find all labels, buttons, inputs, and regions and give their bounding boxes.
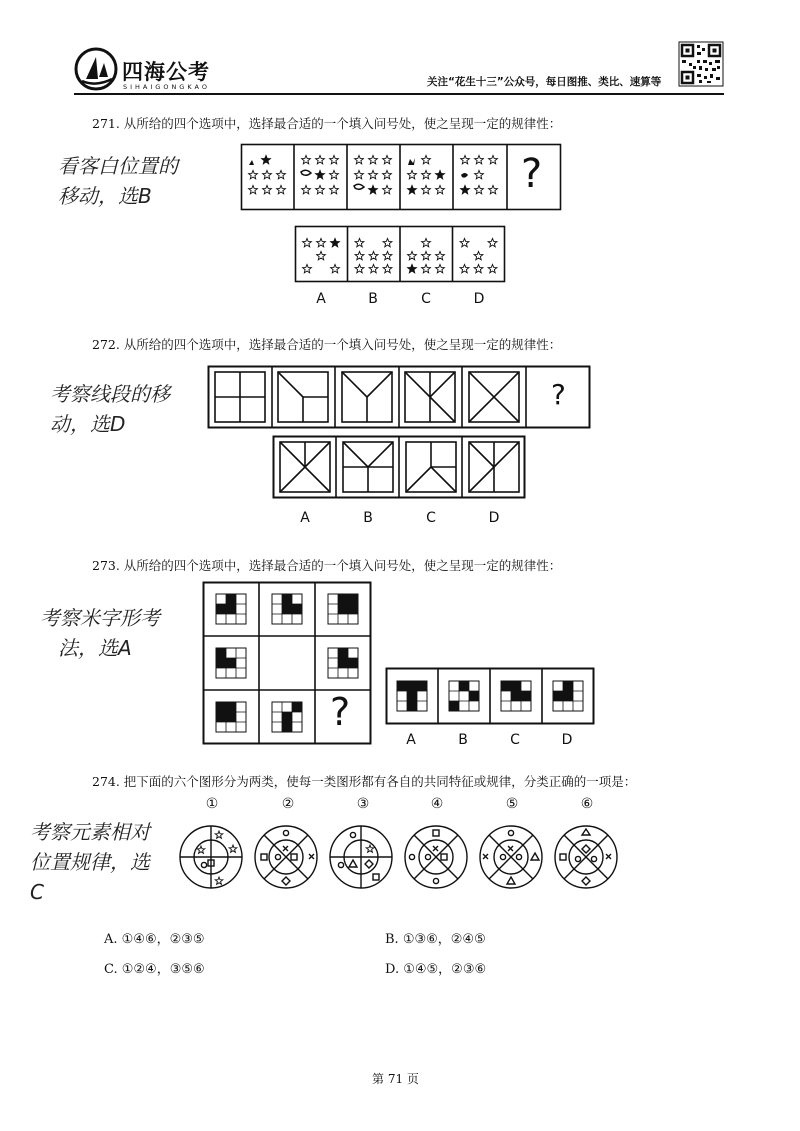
q273-cell-7 [216,702,246,732]
q273-option-d-label[interactable]: D [561,732,573,748]
q274-figure-label-1: ① [205,796,219,812]
q274-figure-2 [255,826,317,888]
q272-question-mark: ? [551,378,566,411]
q273-note-line2: 法，选A [58,636,132,660]
q274-figure-5 [480,826,542,888]
q272-option-b-label[interactable]: B [363,510,373,526]
q272-option-d-figure [469,442,519,492]
q273-cell-6 [328,648,358,678]
q274-figure-label-5: ⑤ [505,796,519,812]
q274-figures [176,822,636,892]
q274-figure-3 [330,826,392,888]
q271-option-b-label[interactable]: B [368,291,378,307]
q271-cell-2 [301,155,338,193]
q272-sequence [208,366,590,428]
q272-cell-2 [278,372,328,422]
q274-figure-label-6: ⑥ [580,796,594,812]
q274-text: 274. 把下面的六个图形分为两类，使每一类图形都有各自的共同特征或规律，分类正确的一项是： [92,774,637,789]
q271-option-a-label[interactable]: A [316,291,326,307]
q274-note-line1: 考察元素相对 [30,820,150,844]
header-note: 关注“花生十三”公众号，每日图推、类比、速算等 [427,76,662,88]
q273-option-c-label[interactable]: C [510,732,520,748]
q274-figure-4 [405,826,467,888]
q273-options [386,668,594,724]
q271-option-a-figure [303,238,340,272]
q274-figure-6 [555,826,617,888]
q272-cell-5 [469,372,519,422]
q272-text: 272. 从所给的四个选项中，选择最合适的一个填入问号处，使之呈现一定的规律性： [92,337,562,352]
q271-options [295,226,505,282]
q272-option-c-label[interactable]: C [426,510,436,526]
q272-note-line1: 考察线段的移 [50,382,170,406]
q274-answer-c[interactable]: C. ①②④，③⑤⑥ [104,962,205,977]
q272-note-line2: 动，选D [50,412,126,436]
q271-option-c-figure [408,238,445,272]
logo-subtext: SIHAIGONGKAO [123,83,210,91]
q272-option-c-figure [406,442,456,492]
q271-cell-3 [354,155,391,193]
q272-options [273,436,525,498]
q274-answer-d[interactable]: D. ①④⑤，②③⑥ [385,962,487,977]
q274-figure-label-4: ④ [430,796,444,812]
q271-cell-4 [408,155,445,193]
q271-cell-1 [249,155,286,193]
q274-figure-label-3: ③ [356,796,370,812]
header [0,0,800,100]
q273-option-a-figure [397,681,427,711]
q271-text: 271. 从所给的四个选项中，选择最合适的一个填入问号处，使之呈现一定的规律性： [92,116,562,131]
q272-cell-1 [215,372,265,422]
q273-question-mark: ? [330,690,351,734]
header-rule [74,93,724,95]
q273-option-b-figure [449,681,479,711]
q272-option-d-label[interactable]: D [488,510,500,526]
q273-option-c-figure [501,681,531,711]
q273-cell-1 [216,594,246,624]
q273-note-line1: 考察米字形考 [40,606,160,630]
q273-option-a-label[interactable]: A [406,732,416,748]
q271-cell-5 [461,155,498,193]
q271-option-b-figure [355,238,392,272]
q274-figure-label-2: ② [281,796,295,812]
q272-option-a-figure [280,442,330,492]
q271-sequence [241,144,561,210]
q274-answer-b[interactable]: B. ①③⑥，②④⑤ [385,932,486,947]
q271-option-d-figure [460,238,497,272]
q274-note-line3: C [30,880,44,904]
q271-option-d-label[interactable]: D [473,291,485,307]
q273-option-b-label[interactable]: B [458,732,468,748]
page-number: 第 71 页 [372,1072,419,1086]
logo-icon [74,47,120,93]
q271-option-c-label[interactable]: C [421,291,431,307]
qr-code-icon [679,42,723,86]
q272-option-a-label[interactable]: A [300,510,310,526]
q273-cell-8 [272,702,302,732]
q273-text: 273. 从所给的四个选项中，选择最合适的一个填入问号处，使之呈现一定的规律性： [92,558,562,573]
q273-option-d-figure [553,681,583,711]
q272-cell-3 [342,372,392,422]
q272-option-b-figure [343,442,393,492]
q274-note-line2: 位置规律，选 [30,850,150,874]
q271-question-mark: ? [521,151,543,197]
q272-cell-4 [405,372,455,422]
q271-note-line1: 看客白位置的 [58,154,178,178]
q271-note-line2: 移动，选B [58,184,152,208]
q273-cell-2 [272,594,302,624]
q273-cell-4 [216,648,246,678]
q273-cell-3 [328,594,358,624]
logo-text: 四海公考 [122,60,210,84]
q274-answer-a[interactable]: A. ①④⑥，②③⑤ [104,932,205,947]
q274-figure-1 [180,826,242,888]
